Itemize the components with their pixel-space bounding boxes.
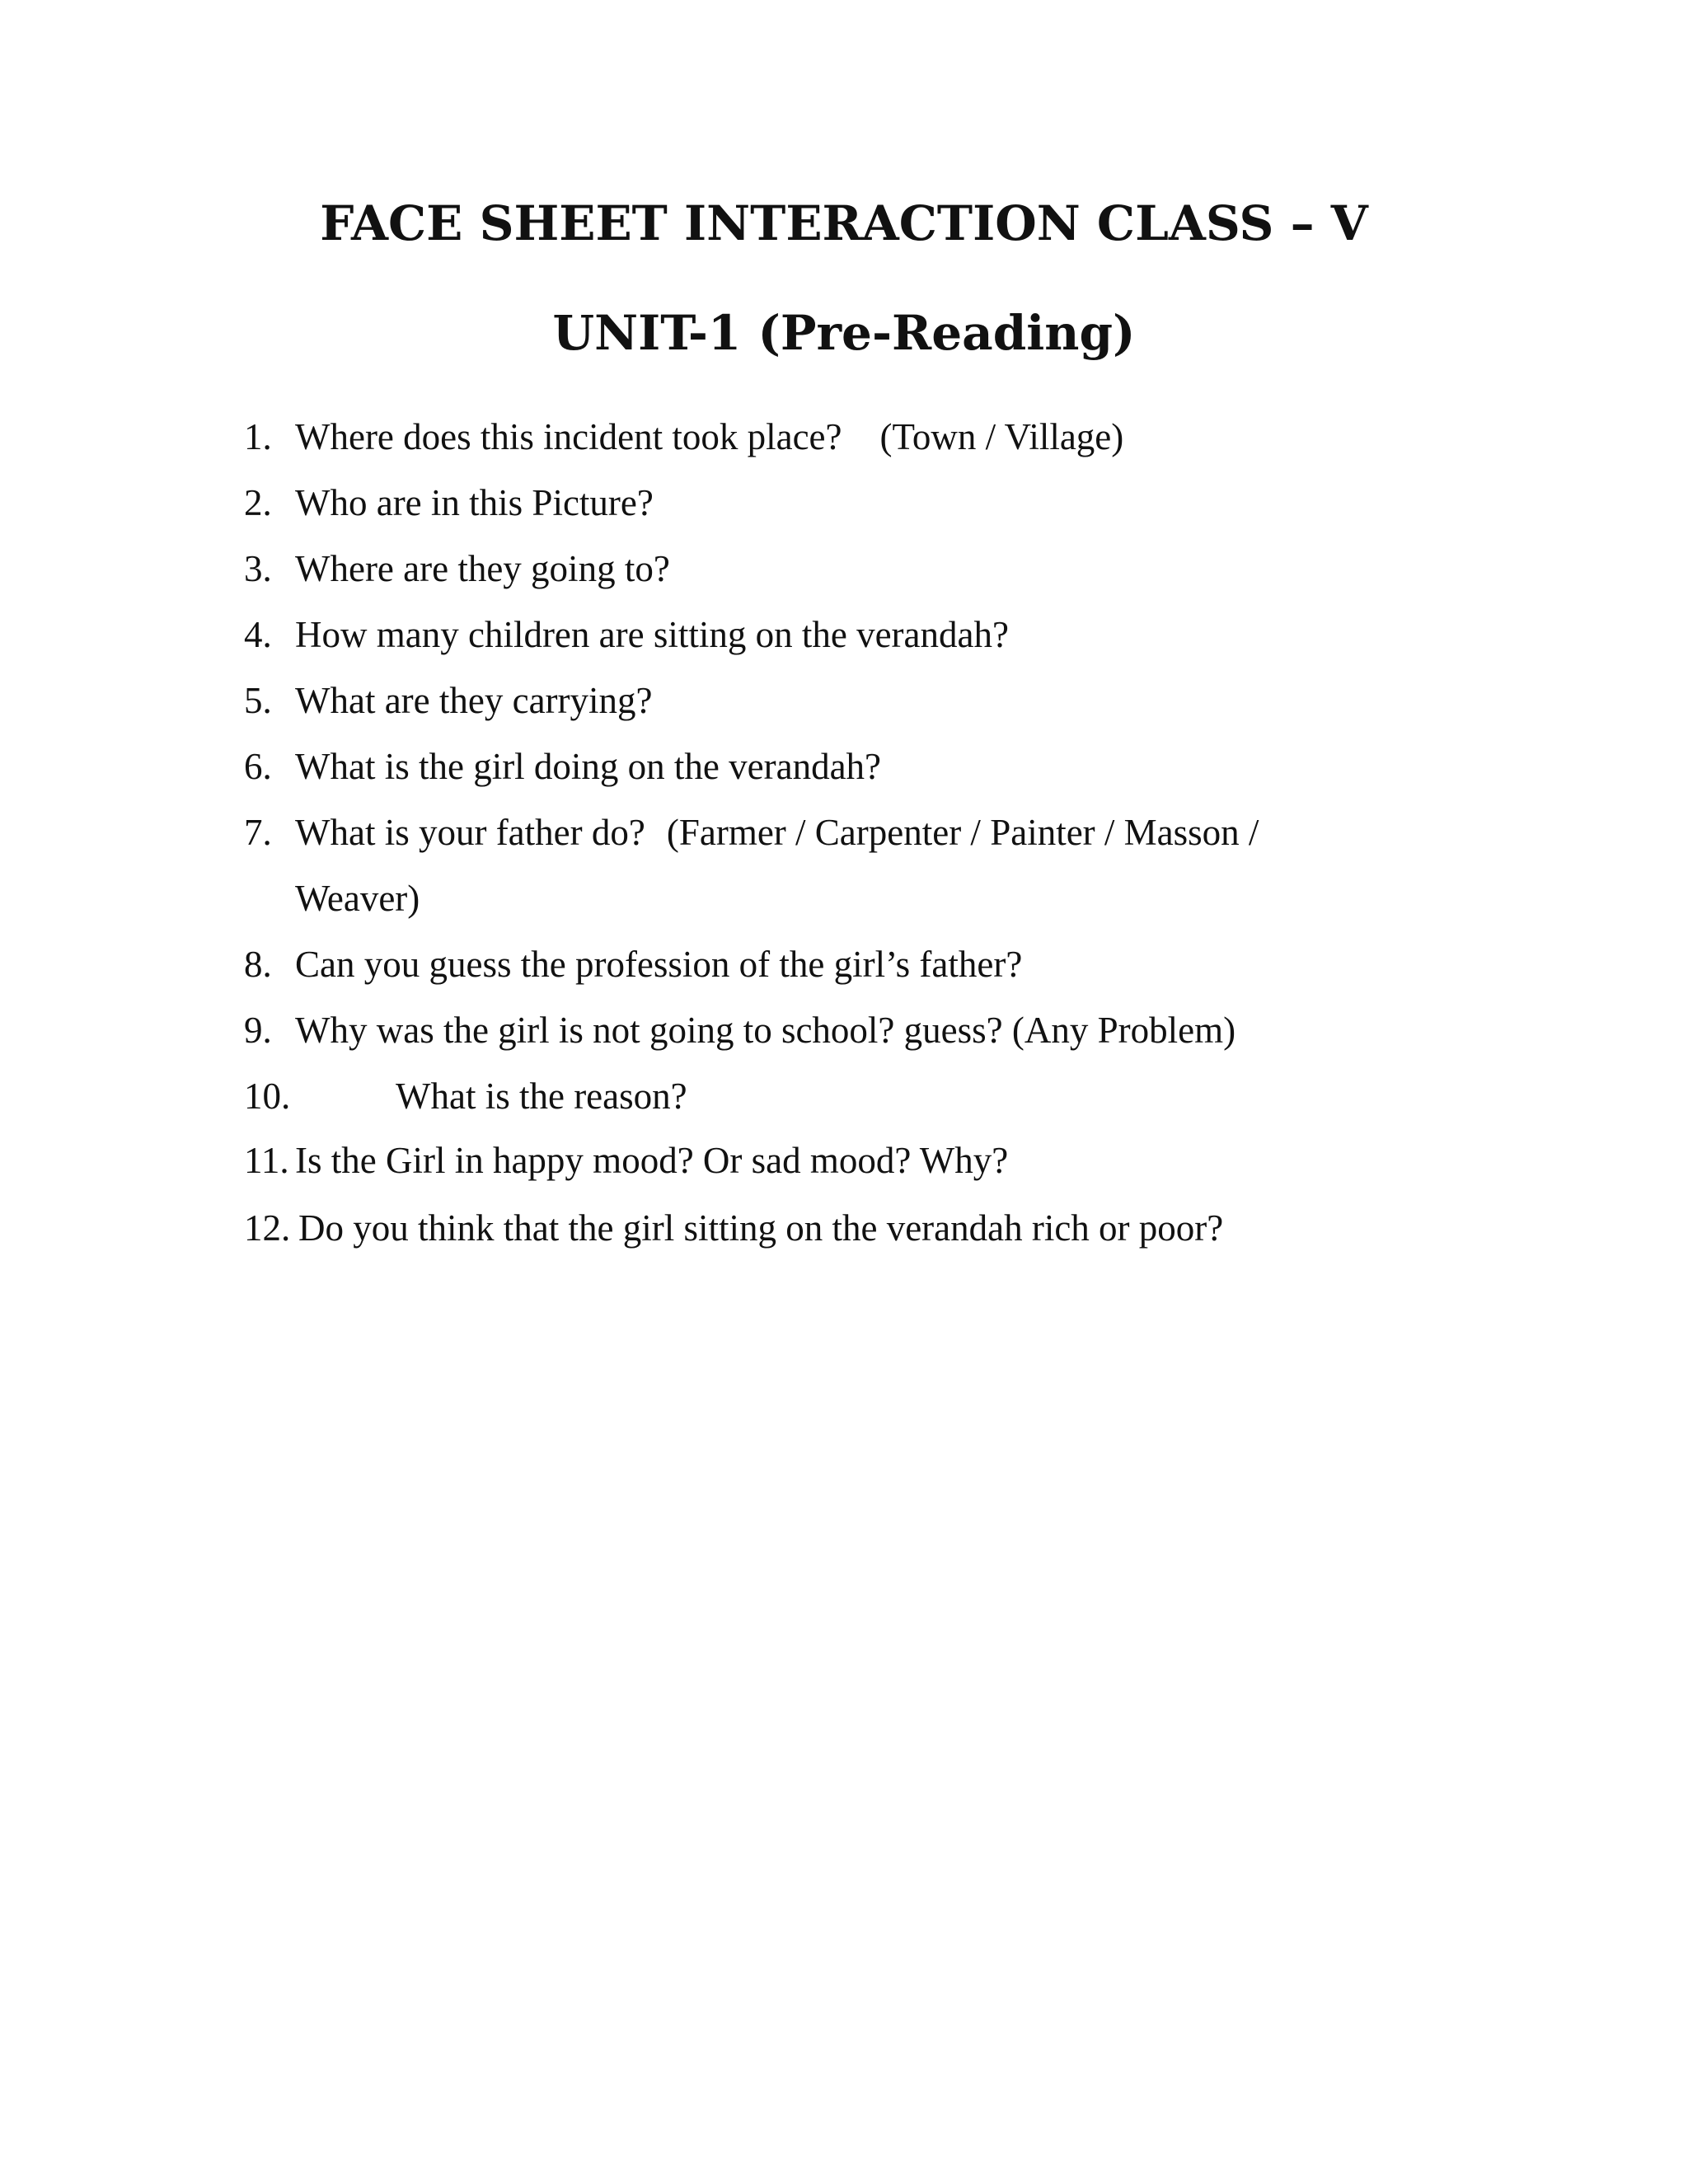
question-item	[244, 412, 1480, 462]
question-text: Can you guess the profession of the girl’s father?	[295, 944, 1023, 985]
question-item	[244, 742, 1480, 791]
question-options: (Town / Village)	[879, 416, 1124, 457]
question-number: 12.	[244, 1207, 291, 1249]
question-text	[295, 808, 1259, 857]
question-item	[244, 1203, 1480, 1253]
question-text: How many children are sitting on the verandah?	[295, 614, 1009, 655]
question-item	[244, 1005, 1480, 1055]
question-text: Why was the girl is not going to school? guess? (Any Problem)	[295, 1010, 1236, 1051]
question-number: 5.	[244, 680, 272, 721]
question-options: (Farmer / Carpenter / Painter / Masson /	[666, 812, 1259, 853]
question-number: 11.	[244, 1140, 289, 1181]
question-number: 7.	[244, 812, 272, 853]
question-item	[244, 544, 1480, 593]
question-text: Where are they going to?	[295, 548, 670, 589]
page-title: FACE SHEET INTERACTION CLASS – V	[320, 195, 1368, 251]
page-subtitle: UNIT-1 (Pre-Reading)	[552, 305, 1136, 361]
question-text	[295, 412, 1123, 462]
question-number: 10.	[244, 1076, 291, 1117]
question-number: 6.	[244, 746, 272, 787]
question-text: What are they carrying?	[295, 680, 653, 721]
question-text: What is the girl doing on the verandah?	[295, 746, 882, 787]
question-item	[244, 940, 1480, 989]
question-number: 1.	[244, 416, 272, 457]
question-text-main: What is your father do?	[295, 812, 645, 853]
question-item	[244, 610, 1480, 659]
question-text: Is the Girl in happy mood? Or sad mood? Why?	[295, 1140, 1009, 1181]
question-text: What is the reason?	[396, 1076, 687, 1117]
question-number: 2.	[244, 482, 272, 523]
question-item	[244, 1071, 1480, 1121]
question-number: 9.	[244, 1010, 272, 1051]
question-continuation: Weaver)	[295, 878, 420, 919]
question-number: 8.	[244, 944, 272, 985]
question-item	[244, 1136, 1480, 1185]
question-item	[244, 808, 1480, 857]
question-item	[244, 478, 1480, 527]
question-item	[244, 676, 1480, 725]
question-text: Who are in this Picture?	[295, 482, 654, 523]
question-number: 3.	[244, 548, 272, 589]
question-number: 4.	[244, 614, 272, 655]
question-text-main: Where does this incident took place?	[295, 416, 842, 457]
question-text: Do you think that the girl sitting on the verandah rich or poor?	[298, 1207, 1224, 1249]
